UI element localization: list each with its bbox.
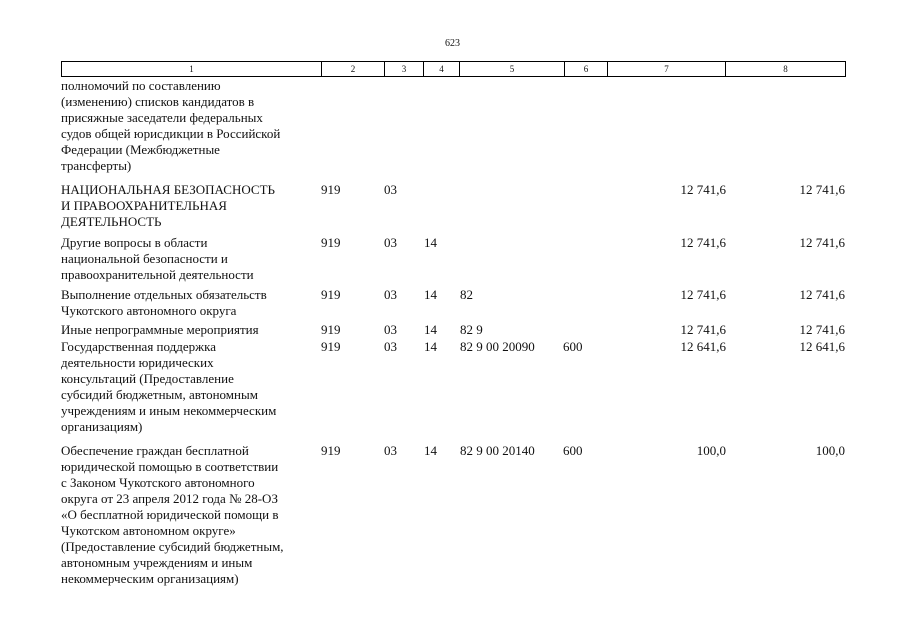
- column-header-3: 3: [384, 61, 423, 77]
- row-code-4: 14: [424, 339, 437, 354]
- row-code-4: 14: [424, 322, 437, 337]
- row-code-2: 919: [321, 322, 341, 337]
- column-header-2: 2: [321, 61, 384, 77]
- row-name: Выполнение отдельных обязательств Чукотского автономного округа: [61, 287, 267, 318]
- row-code-4: 14: [424, 443, 437, 458]
- row-amount-7: 12 641,6: [680, 339, 726, 354]
- row-amount-8: 12 741,6: [799, 182, 845, 197]
- row-name: Государственная поддержка деятельности юридических консультаций (Предоставление субсидий бюджетным, автономным учреждениям и иным некоммерческим организациям): [61, 339, 277, 434]
- row-code-4: 14: [424, 235, 437, 250]
- row-name: Обеспечение граждан бесплатной юридической помощью в соответствии с Законом Чукотского автономного округа от 23 апреля 2012 года № 28-ОЗ «О бесплатной юридической помощи в Чукотском автономном округе» (Предоставление субсидий бюджетным, автономным учреждениям и иным некоммерческим организациям): [61, 443, 284, 586]
- row-code-2: 919: [321, 182, 341, 197]
- row-code-3: 03: [384, 287, 397, 302]
- row-code-3: 03: [384, 182, 397, 197]
- table-header: [61, 61, 845, 76]
- column-header-8: 8: [725, 61, 846, 77]
- column-header-1: 1: [61, 61, 321, 77]
- row-code-6: 600: [563, 443, 583, 458]
- row-name: НАЦИОНАЛЬНАЯ БЕЗОПАСНОСТЬ И ПРАВООХРАНИТЕЛЬНАЯ ДЕЯТЕЛЬНОСТЬ: [61, 182, 275, 229]
- column-header-6: 6: [564, 61, 607, 77]
- column-header-5: 5: [459, 61, 564, 77]
- row-code-5: 82 9 00 20090: [460, 339, 535, 354]
- row-amount-7: 12 741,6: [680, 287, 726, 302]
- row-amount-7: 12 741,6: [680, 182, 726, 197]
- row-amount-7: 12 741,6: [680, 322, 726, 337]
- row-name: Иные непрограммные мероприятия: [61, 322, 259, 337]
- row-code-2: 919: [321, 287, 341, 302]
- column-header-4: 4: [423, 61, 459, 77]
- row-name: Другие вопросы в области национальной безопасности и правоохранительной деятельности: [61, 235, 254, 282]
- row-code-3: 03: [384, 339, 397, 354]
- row-code-3: 03: [384, 443, 397, 458]
- row-code-3: 03: [384, 235, 397, 250]
- column-header-7: 7: [607, 61, 725, 77]
- row-amount-8: 12 741,6: [799, 235, 845, 250]
- row-code-5: 82 9 00 20140: [460, 443, 535, 458]
- row-code-5: 82: [460, 287, 473, 302]
- row-amount-8: 12 741,6: [799, 287, 845, 302]
- row-amount-8: 100,0: [815, 443, 845, 458]
- row-amount-7: 12 741,6: [680, 235, 726, 250]
- page-number: 623: [445, 38, 460, 49]
- row-code-2: 919: [321, 339, 341, 354]
- row-amount-8: 12 641,6: [799, 339, 845, 354]
- row-code-2: 919: [321, 443, 341, 458]
- row-code-4: 14: [424, 287, 437, 302]
- row-amount-7: 100,0: [696, 443, 726, 458]
- row-code-2: 919: [321, 235, 341, 250]
- row-amount-8: 12 741,6: [799, 322, 845, 337]
- row-code-5: 82 9: [460, 322, 483, 337]
- row-code-6: 600: [563, 339, 583, 354]
- row-name: полномочий по составлению (изменению) списков кандидатов в присяжные заседатели федеральных судов общей юрисдикции в Российской Федерации (Межбюджетные трансферты): [61, 78, 281, 173]
- row-code-3: 03: [384, 322, 397, 337]
